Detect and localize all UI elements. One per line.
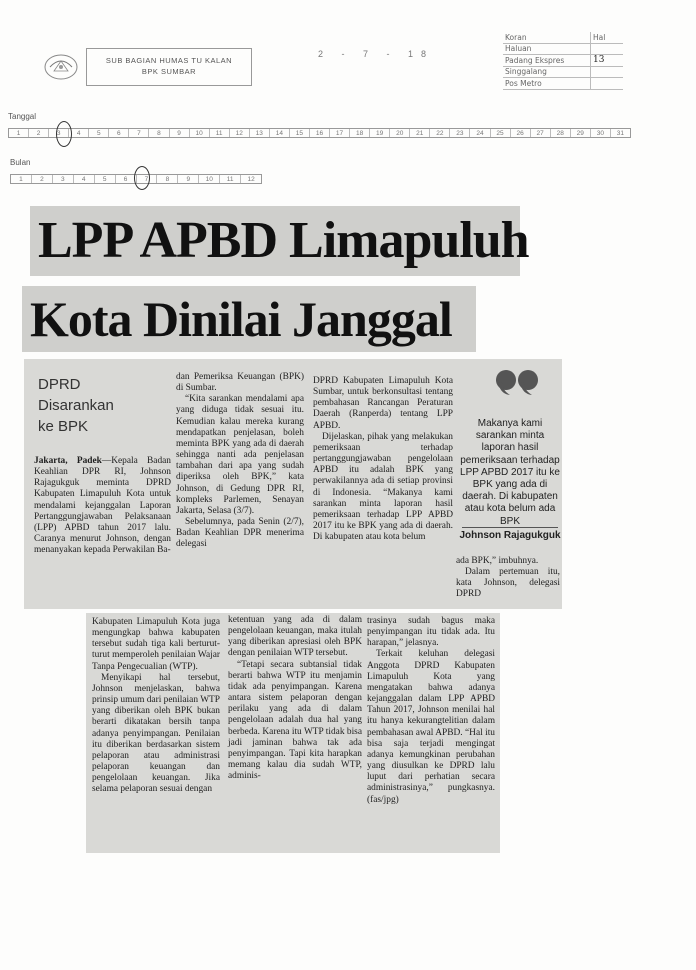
day-cell: 21 — [410, 129, 430, 137]
media-row — [503, 78, 623, 90]
day-cell: 23 — [450, 129, 470, 137]
selected-day-circle — [56, 121, 72, 147]
paragraph: trasinya sudah bagus maka penyimpangan itu tidak ada. Itu harapan,” jelasnya. — [367, 616, 495, 649]
media-name: Pos Metro — [503, 78, 591, 90]
paragraph: Sebelumnya, pada Senin (2/7), Badan Keahlian DPR menerima delegasi — [176, 517, 304, 550]
day-cell: 20 — [390, 129, 410, 137]
day-cell: 22 — [430, 129, 450, 137]
subhead-line-1: DPRD — [38, 376, 81, 393]
stamp-line-2: BPK SUMBAR — [141, 67, 197, 76]
day-cell: 16 — [310, 129, 330, 137]
day-cell: 19 — [370, 129, 390, 137]
day-cell: 26 — [511, 129, 531, 137]
article-column-3 — [313, 376, 453, 543]
article-column-4 — [456, 556, 560, 601]
media-name: Padang Ekspres — [503, 55, 591, 67]
media-value — [591, 78, 624, 90]
headline-line-2: Kota Dinilai Janggal — [22, 286, 476, 352]
month-cell: 3 — [53, 175, 74, 183]
day-cell: 15 — [290, 129, 310, 137]
article-column-1 — [34, 456, 171, 556]
day-cell: 8 — [149, 129, 169, 137]
day-cell: 31 — [616, 130, 625, 137]
subhead-line-3: ke BPK — [38, 418, 89, 435]
media-row — [503, 66, 623, 78]
day-cell: 9 — [170, 129, 190, 137]
month-cell: 9 — [178, 175, 199, 183]
paragraph: ketentuan yang ada di dalam pengelolaan keuangan, maka itulah yang diberikan apresiasi oleh BPK dengan penilaian WTP tersebut. — [228, 615, 362, 659]
month-cell: 10 — [199, 175, 220, 183]
paragraph: Dalam pertemuan itu, kata Johnson, delegasi DPRD — [456, 567, 560, 600]
day-cell: 11 — [210, 129, 230, 137]
subheadline — [38, 374, 168, 437]
quote-text: Makanya kami sarankan minta laporan hasil pemeriksaan terhadap LPP APBD 2017 itu ke BPK yang ada di daerah. Di kabupaten atau kota belum ada BPK — [460, 418, 560, 527]
month-cell: 2 — [32, 175, 53, 183]
paragraph: DPRD Kabupaten Limapuluh Kota Sumbar, untuk berkonsultasi tentang pembahasan Rancangan Peraturan Daerah (Ranperda) tentang LPP APBD. — [313, 376, 453, 431]
paragraph: “Kita sarankan mendalami apa yang diduga tidak sesuai itu. Kemudian kalau mereka kurang mendapatkan penjelasan, boleh meminta BPK yang ada di daerah sehingga nanti ada penjelasan tambahan dari apa yang sudah diperiksa oleh BPK,” kata Johnson, di Gedung DPR RI, kompleks Parlemen, Senayan Jakarta, Selasa (3/7). — [176, 394, 304, 516]
media-name: Singgalang — [503, 66, 591, 78]
media-table — [503, 32, 623, 90]
day-cell: 30 — [591, 129, 611, 137]
subhead-line-2: Disarankan — [38, 397, 114, 414]
day-cell: 18 — [350, 129, 370, 137]
media-value — [591, 66, 624, 78]
selected-month-circle — [134, 166, 150, 190]
day-cell: 5 — [89, 129, 109, 137]
day-cell: 25 — [491, 129, 511, 137]
media-name: Koran — [503, 32, 591, 43]
paragraph: Menyikapi hal tersebut, Johnson menjelaskan, bahwa prinsip umum dari penilaian WTP yang diberikan oleh BPK bukan berarti dikatakan bersih tanpa adanya penyimpangan. Penilaian itu diberikan berdasarkan sistem pelaporan atau administrasi pelaporan keuangan dan pengelolaan keuangan. Jika selama pelaporan sesuai dengan — [92, 672, 220, 795]
quote-author: Johnson Rajagukguk — [459, 530, 561, 541]
bpk-logo-icon — [40, 50, 82, 82]
month-cell: 4 — [74, 175, 95, 183]
lead-paragraph: Jakarta, Padek—Kepala Badan Keahlian DPR RI, Johnson Rajagukguk meminta DPRD Kabupaten Limapuluh Kota untuk mendalami kejanggalan Laporan Pertanggungjawaban Pelaksanaan (LPP) APBD tahun 2017 lalu. Caranya menurut Johnson, dengan menanyakan kepada Perwakilan Ba- — [34, 456, 171, 556]
month-cell: 7 — [137, 175, 158, 183]
day-cell: 7 — [129, 129, 149, 137]
day-cell: 24 — [470, 129, 490, 137]
day-cell: 27 — [531, 129, 551, 137]
media-value — [591, 43, 624, 55]
paragraph: Dijelaskan, pihak yang melakukan pemeriksaan terhadap pertanggungjawaban pengelolaan APBD itu adalah BPK yang perwakilannya ada di setiap provinsi di Indonesia. “Makanya kami sarankan minta laporan hasil pemeriksaan terhadap LPP APBD 2017 itu ke BPK yang ada di daerah. Di kabupaten atau kota belum — [313, 431, 453, 543]
bulan-label: Bulan — [10, 158, 31, 167]
stamp-line-1: SUB BAGIAN HUMAS TU KALAN — [105, 56, 233, 65]
media-value: Hal — [591, 32, 624, 43]
article-column-6 — [228, 615, 362, 782]
month-cell: 8 — [157, 175, 178, 183]
month-cell: 6 — [116, 175, 137, 183]
media-row — [503, 32, 623, 43]
day-cell: 29 — [571, 129, 591, 137]
day-cell: 4 — [69, 129, 89, 137]
date-stamp: 2 - 7 - 18 — [318, 49, 435, 59]
day-cell: 13 — [250, 129, 270, 137]
article-column-7 — [367, 616, 495, 806]
article-column-2 — [176, 372, 304, 551]
month-cell: 11 — [220, 175, 241, 183]
quote-divider — [462, 527, 558, 528]
day-cell: 3 — [49, 129, 69, 137]
month-cell: 1 — [11, 175, 32, 183]
media-row — [503, 43, 623, 55]
tanggal-label: Tanggal — [8, 112, 37, 121]
media-name: Haluan — [503, 43, 591, 55]
day-cell: 14 — [270, 129, 290, 137]
day-cell: 10 — [190, 129, 210, 137]
day-cell: 2 — [29, 129, 49, 137]
media-value: 13 — [591, 55, 624, 67]
quote-mark-icon — [494, 368, 542, 396]
month-cell: 5 — [95, 175, 116, 183]
paragraph: ada BPK,” imbuhnya. — [456, 556, 539, 566]
day-cell: 28 — [551, 129, 571, 137]
pull-quote — [456, 366, 562, 554]
paragraph: Terkait keluhan delegasi Anggota DPRD Kabupaten Limapuluh Kota yang mengatakan bahwa adanya kejanggalan dalam LPP APBD Tahun 2017, Johnson menilai hal itu hanya kekurangtelitian dalam pembahasan awal APBD. “Hal itu bisa saja terjadi mengingat adanya kemungkinan perubahan yang diusulkan ke DPRD lalu luput dari perhatian secara administrasinya,” pungkasnya. (fas/jpg) — [367, 649, 495, 805]
day-cell: 1 — [9, 129, 29, 137]
day-cell: 6 — [109, 129, 129, 137]
day-cell: 12 — [230, 129, 250, 137]
day-cell: 17 — [330, 129, 350, 137]
article-column-5 — [92, 617, 220, 796]
paragraph: “Tetapi secara subtansial tidak berarti bahwa WTP itu menjamin tidak ada penyimpangan. Karena antara sistem pelaporan dengan perilaku yang ada di dalam pengelolaan adalah dua hal yang berbeda. Karena itu WTP tidak bisa jadi jaminan bahwa tak ada penyimpangan. Tapi kita harapkan memang kalau dia sudah WTP, adminis- — [228, 659, 362, 782]
month-cell: 12 — [247, 176, 255, 183]
media-row — [503, 55, 623, 67]
humas-stamp — [86, 48, 252, 86]
tanggal-strip — [8, 128, 631, 138]
paragraph: dan Pemeriksa Keuangan (BPK) di Sumbar. — [176, 372, 304, 394]
headline-line-1: LPP APBD Limapuluh — [30, 206, 520, 276]
paragraph: Kabupaten Limapuluh Kota juga mengungkap bahwa kabupaten tersebut sudah tiga kali berturut-turut memperoleh penilaian Wajar Tanpa Pengecualian (WTP). — [92, 617, 220, 672]
